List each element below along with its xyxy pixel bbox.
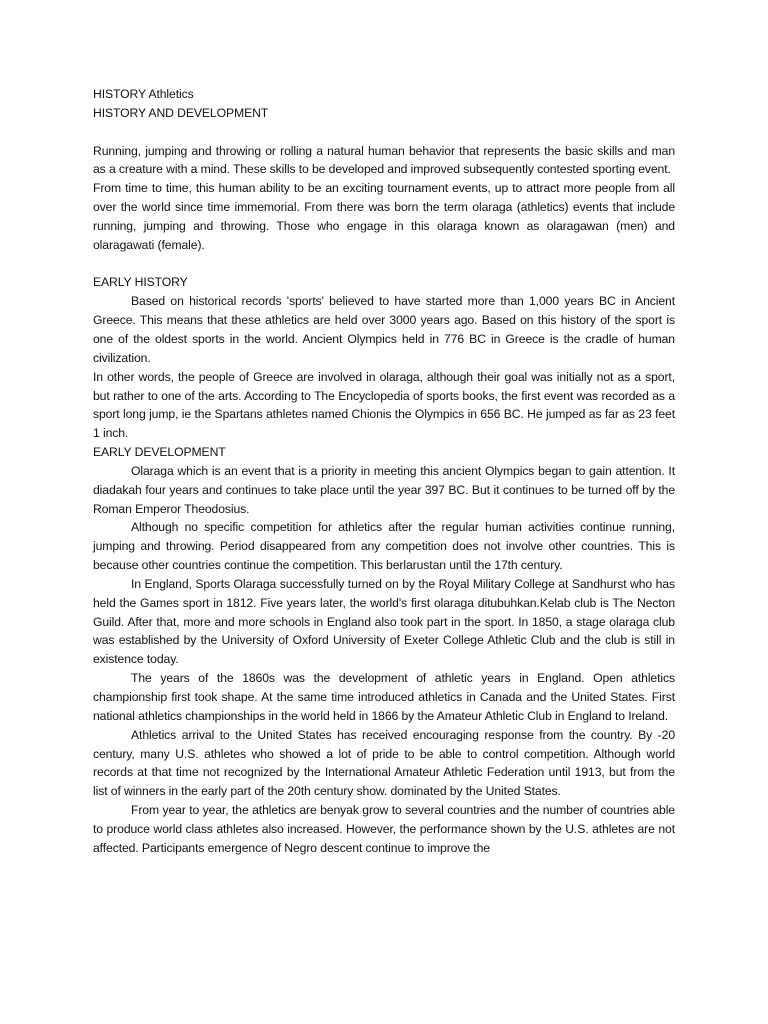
blank-line [93, 123, 675, 142]
early-development-paragraph-2: Although no specific competition for athletics after the regular human activities continue running, jumping and throwing. Period disappeared from any competition does not involve other countries. This is because other countries continue the competition. This berlarustan until the 17th century. [93, 520, 675, 573]
early-development-paragraph-1: Olaraga which is an event that is a priority in meeting this ancient Olympics began to gain attention. It diadakah four years and continues to take place until the year 397 BC. But it continues to be turned off by the Roman Emperor Theodosius. [93, 463, 675, 516]
early-development-paragraph-5: Athletics arrival to the United States has received encouraging response from the country. By -20 century, many U.S. athletes who showed a lot of pride to be able to control competition. Although world records at that time not recognized by the International Amateur Athletic Federation until 1913, but from the list of winners in the early part of the 20th century show. dominated by the United States. [93, 727, 675, 799]
early-history-heading: EARLY HISTORY [93, 275, 188, 290]
intro-paragraph-1: Running, jumping and throwing or rolling a natural human behavior that represents the basic skills and man as a creature with a mind. These skills to be developed and improved subsequently contested sporting event. [93, 143, 675, 177]
early-development-paragraph-3: In England, Sports Olaraga successfully turned on by the Royal Military College at Sandhurst who has held the Games sport in 1812. Five years later, the world's first olaraga ditubuhkan.Kelab club is The Necton Guild. After that, more and more schools in England also took part in the sport. In 1850, a stage olaraga club was established by the University of Oxford University of Exeter College Athletic Club and the club is still in existence today. [93, 576, 675, 667]
document-subtitle: HISTORY AND DEVELOPMENT [93, 105, 269, 120]
early-development-paragraph-4: The years of the 1860s was the development of athletic years in England. Open athletics championship first took shape. At the same time introduced athletics in Canada and the United States. First national athletics championships in the world held in 1866 by the Amateur Athletic Club in England to Ireland. [93, 671, 675, 723]
document-title: HISTORY Athletics [93, 87, 194, 101]
intro-paragraph-2: From time to time, this human ability to be an exciting tournament events, up to attract more people from all over the world since time immemorial. From there was born the term olaraga (athletics) events that include running, jumping and throwing. Those who engage in this olaraga known as olaragawan (men) and olaragawati (female). [93, 181, 675, 252]
early-history-paragraph-2: In other words, the people of Greece are involved in olaraga, although their goal was initially not as a sport, but rather to one of the arts. According to The Encyclopedia of sports books, the first event was recorded as a sport long jump, ie the Spartans athletes named Chionis the Olympics in 656 BC. He jumped as far as 23 feet 1 inch. [93, 369, 675, 441]
early-development-heading: EARLY DEVELOPMENT [93, 445, 226, 460]
early-history-paragraph-1: Based on historical records 'sports' believed to have started more than 1,000 years BC in Ancient Greece. This means that these athletics are held over 3000 years ago. Based on this history of the sport is one of the oldest sports in the world. Ancient Olympics held in 776 BC in Greece is the cradle of human civilization. [93, 294, 675, 365]
early-development-paragraph-6: From year to year, the athletics are benyak grow to several countries and the number of countries able to produce world class athletes also increased. However, the performance shown by the U.S. athletes are not affected. Participants emergence of Negro descent continue to improve the [93, 803, 675, 855]
blank-line [93, 255, 675, 274]
document-body [93, 85, 675, 858]
